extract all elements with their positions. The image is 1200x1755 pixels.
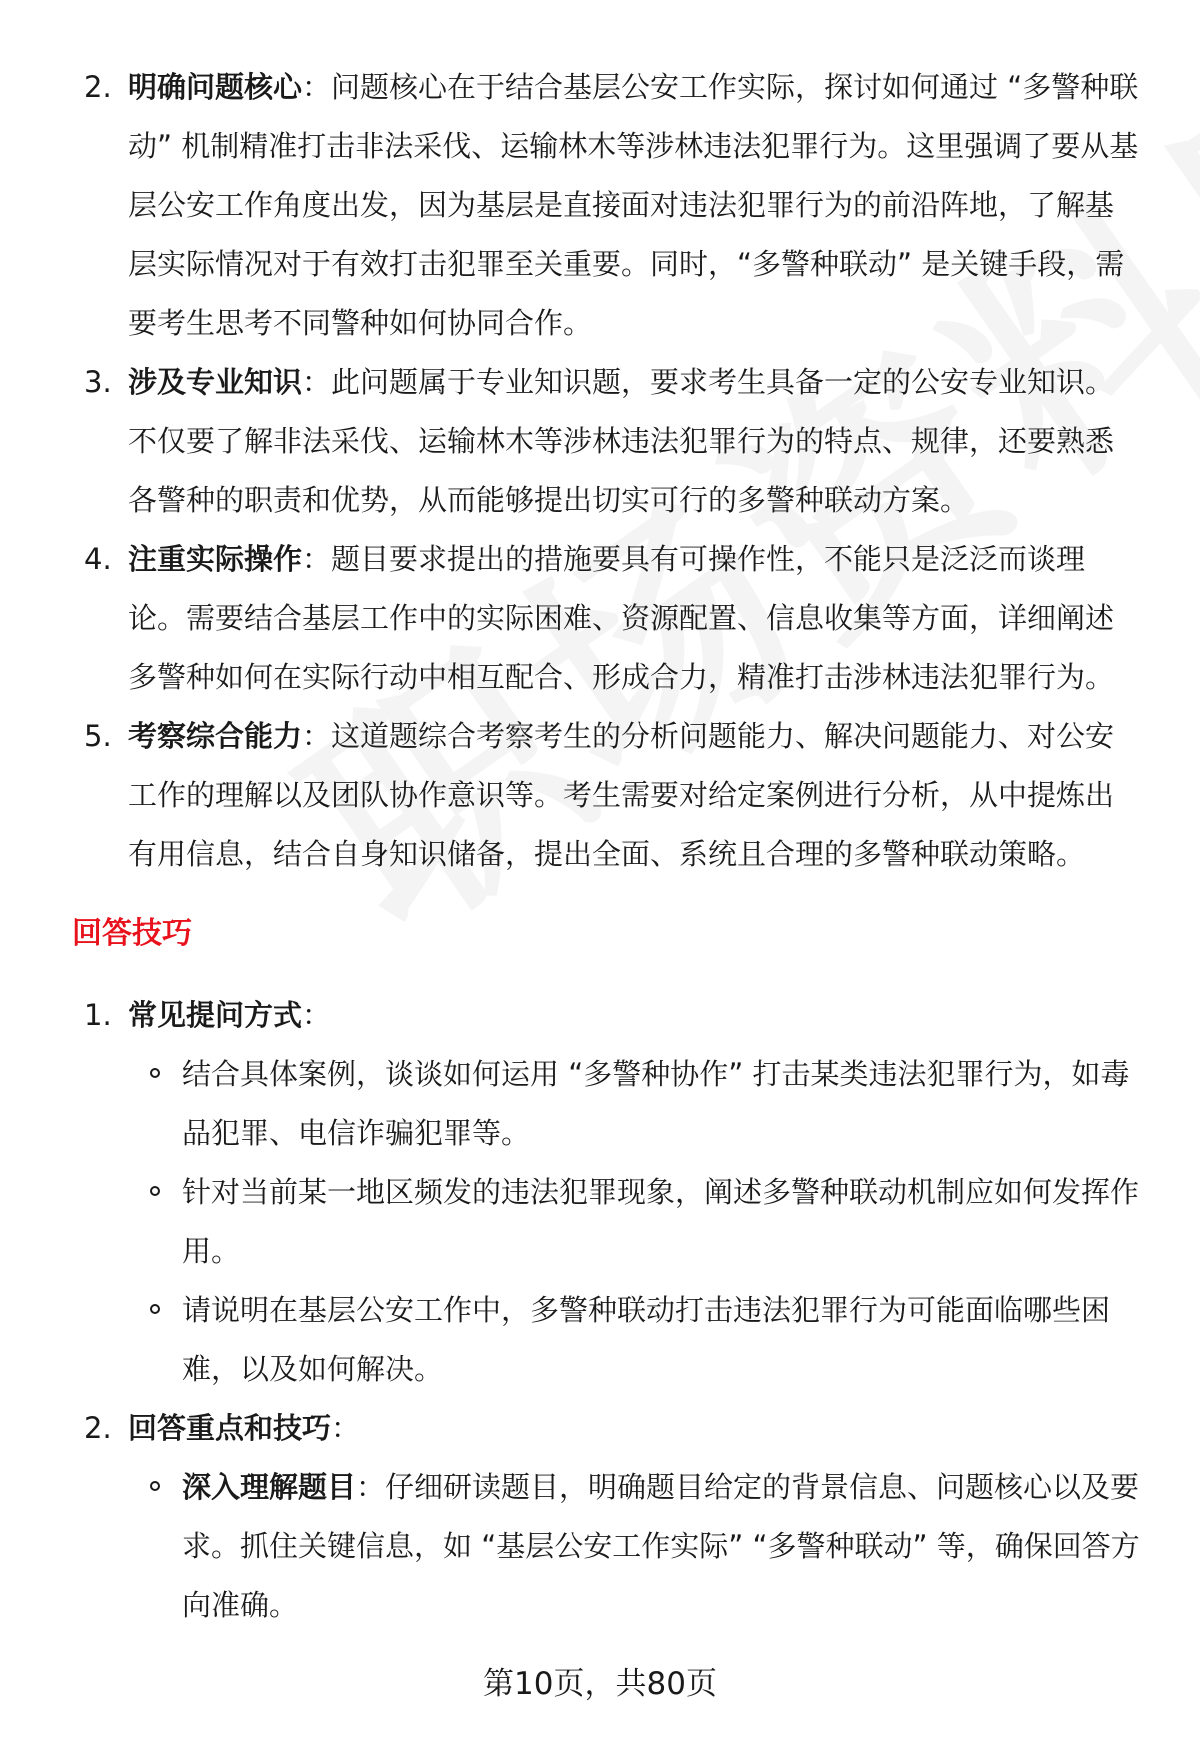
analysis-list [0,58,1200,884]
item-separator: ： [331,1411,361,1445]
sub-list [128,1045,1140,1399]
item-separator: ： [302,542,332,576]
item-title: 注重实际操作 [128,542,303,576]
list-number: 3. [84,365,112,399]
circle-bullet-icon [150,1068,160,1078]
item-text: 此问题属于专业知识题，要求考生具备一定的公安专业知识。不仅要了解非法采伐、运输林木等涉林违法犯罪行为的特点、规律，还要熟悉各警种的职责和优势，从而能够提出切实可行的多警种联动方案。 [128,365,1115,517]
list-number: 1. [84,998,112,1032]
sub-list-item [128,1045,1140,1163]
circle-bullet-icon [150,1481,160,1491]
item-title: 明确问题核心 [128,70,303,104]
list-item [0,530,1200,707]
item-text: 问题核心在于结合基层公安工作实际，探讨如何通过 “多警种联动” 机制精准打击非法采伐、运输林木等涉林违法犯罪行为。这里强调了要从基层公安工作角度出发，因为基层是直接面对违法犯罪行为的前沿阵地，了解基层实际情况对于有效打击犯罪至关重要。同时，“多警种联动” 是关键手段，需要考生思考不同警种如何协同合作。 [128,70,1139,340]
circle-bullet-icon [150,1304,160,1314]
list-number: 2. [84,1411,112,1445]
section-heading: 回答技巧 [72,916,192,951]
list-item [0,58,1200,353]
item-title: 常见提问方式 [128,998,303,1032]
list-number: 5. [84,719,112,753]
sub-list-item [128,1281,1140,1399]
list-item [0,707,1200,884]
sub-item-text: 结合具体案例，谈谈如何运用 “多警种协作” 打击某类违法犯罪行为，如毒品犯罪、电信诈骗犯罪等。 [182,1057,1130,1150]
item-title: 涉及专业知识 [128,365,303,399]
item-text: 题目要求提出的措施要具有可操作性，不能只是泛泛而谈理论。需要结合基层工作中的实际困难、资源配置、信息收集等方面，详细阐述多警种如何在实际行动中相互配合、形成合力，精准打击涉林违法犯罪行为。 [128,542,1115,694]
sub-item-text: 请说明在基层公安工作中，多警种联动打击违法犯罪行为可能面临哪些困难，以及如何解决。 [182,1293,1111,1386]
sub-list [128,1458,1140,1635]
sub-item-separator: ： [356,1470,386,1504]
document-content [0,58,1200,1635]
item-text: 这道题综合考察考生的分析问题能力、解决问题能力、对公安工作的理解以及团队协作意识等。考生需要对给定案例进行分析，从中提炼出有用信息，结合自身知识储备，提出全面、系统且合理的多警种联动策略。 [128,719,1115,871]
tips-list [0,986,1200,1635]
sub-item-text: 针对当前某一地区频发的违法犯罪现象，阐述多警种联动机制应如何发挥作用。 [182,1175,1140,1268]
list-number: 4. [84,542,112,576]
item-title: 回答重点和技巧 [128,1411,332,1445]
sub-list-item [128,1163,1140,1281]
sub-item-title: 深入理解题目 [182,1470,357,1504]
sub-item-text: 仔细研读题目，明确题目给定的背景信息、问题核心以及要求。抓住关键信息，如 “基层公安工作实际” “多警种联动” 等，确保回答方向准确。 [182,1470,1140,1622]
list-item [0,986,1200,1399]
list-item [0,1399,1200,1635]
item-separator: ： [302,70,332,104]
item-title: 考察综合能力 [128,719,303,753]
list-number: 2. [84,70,112,104]
sub-list-item [128,1458,1140,1635]
circle-bullet-icon [150,1186,160,1196]
item-separator: ： [302,719,332,753]
list-item [0,353,1200,530]
page-number: 第10页，共80页 [483,1666,717,1702]
item-separator: ： [302,998,332,1032]
item-separator: ： [302,365,332,399]
